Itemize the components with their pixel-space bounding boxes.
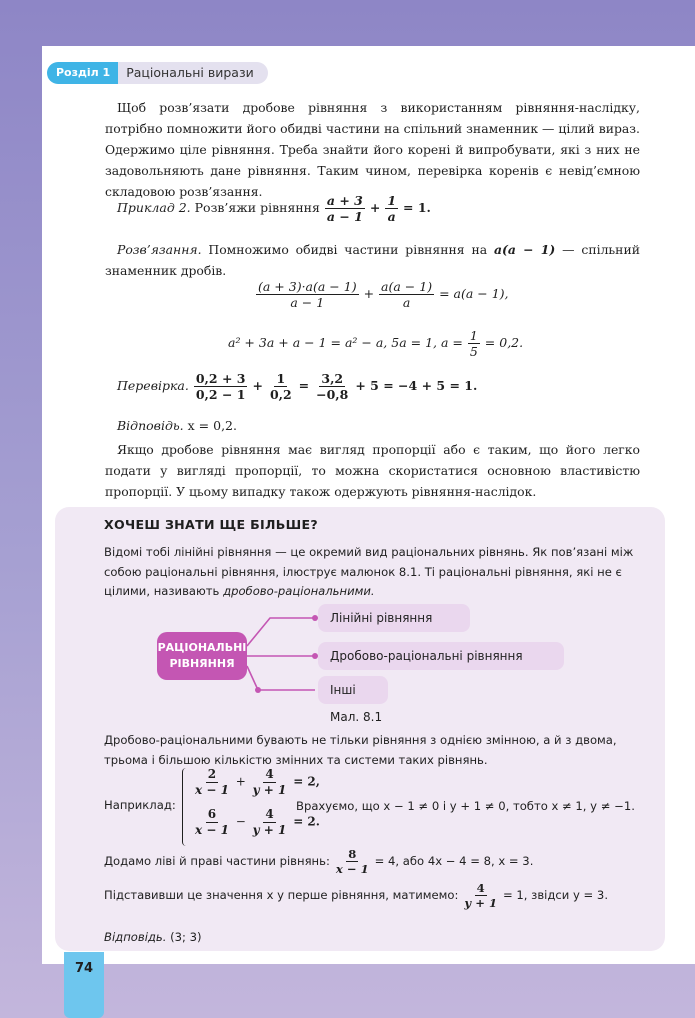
example-label: Приклад 2.	[117, 200, 191, 216]
chapter-number: Розділ 1	[47, 62, 118, 84]
example-intro: Наприклад:	[104, 798, 176, 812]
substitution-line: Підставивши це значення x у перше рівняння, матимемо: $\frac{4}{y + 1}$ = 1, звідси y = 3.	[104, 881, 608, 911]
proportion-paragraph: Якщо дробове рівняння має вигляд пропорції або є таким, що його легко подати у вигляді пропорції, то можна скористатися основною властивістю пропорції. У цьому випадку також одержують рівняння-наслідок.	[105, 442, 640, 499]
example-task: Розв’яжи рівняння	[194, 200, 320, 216]
system-brace	[182, 768, 191, 846]
diagram-node-fractional: Дробово-раціональні рівняння	[318, 642, 564, 670]
figure-caption: Мал. 8.1	[330, 710, 383, 724]
solution-line-2: a² + 3a + a − 1 = a² − a, 5a = 1, a = $\frac{1}{5}$ = 0,2.	[228, 328, 524, 360]
diagram-node-other: Інші	[318, 676, 388, 704]
box-paragraph-1: Відомі тобі лінійні рівняння — це окремий вид раціональних рівнянь. Як пов’язані між собою раціональні рівняння, ілюструє малюнок 8.1. Ті раціональні рівняння, які не є цілими, називають дробово-раціональними.	[104, 545, 634, 598]
box-title: ХОЧЕШ ЗНАТИ ЩЕ БІЛЬШЕ?	[104, 517, 318, 532]
box-answer: Відповідь. (3; 3)	[104, 930, 202, 944]
system-condition: Врахуємо, що x − 1 ≠ 0 і y + 1 ≠ 0, тобто x ≠ 1, y ≠ −1.	[296, 799, 635, 813]
box-paragraph-2: Дробово-раціональними бувають не тільки рівняння з однією змінною, а й з двома, трьома і більшою кількістю змінних та системи таких рівнянь.	[104, 733, 617, 767]
chapter-title: Раціональні вирази	[118, 62, 268, 84]
example-fraction-1: $\frac{a + 3}{a - 1}$	[326, 193, 363, 225]
page-number: 74	[74, 961, 94, 976]
diagram-center-node: РАЦІОНАЛЬНІ РІВНЯННЯ	[157, 632, 247, 680]
intro-paragraph: Щоб розв’язати дробове рівняння з використанням рівняння-наслідку, потрібно помножити його обидві частини на спільний знаменник — цілий вираз. Одержимо ціле рівняння. Треба знайти його корені й випробувати, які з них не задовольняють дане рівняння. Таким чином, перевірка коренів є невід’ємною складовою розв’язання.	[105, 100, 640, 199]
check-label: Перевірка.	[117, 378, 189, 394]
answer-line: Відповідь. x = 0,2.	[117, 418, 237, 433]
example-fraction-2: $\frac{1}{a}$	[387, 193, 397, 225]
add-equations-line: Додамо ліві й праві частини рівнянь: $\frac{8}{x - 1}$ = 4, або 4x − 4 = 8, x = 3.	[104, 847, 534, 877]
system-equation-1: $\frac{2}{x - 1}$ + $\frac{4}{y + 1}$ = 2,	[195, 767, 320, 797]
answer-label: Відповідь.	[117, 418, 184, 433]
check-line: Перевірка. $\frac{0,2 + 3}{0,2 - 1}$ + $\frac{1}{0,2}$ = $\frac{3,2}{-0,8}$ + 5 = −4 + 5 = 1.	[117, 371, 478, 403]
system-equation-2: $\frac{6}{x - 1}$ − $\frac{4}{y + 1}$ = 2.	[195, 807, 320, 837]
solution-paragraph: Розв’язання. Помножимо обидві частини рівняння на a(a − 1) — спільний знаменник дробів.	[105, 242, 640, 278]
example-2: Приклад 2. Розв’яжи рівняння $\frac{a + 3}{a - 1}$ + $\frac{1}{a}$ = 1.	[117, 193, 431, 225]
diagram-node-linear: Лінійні рівняння	[318, 604, 470, 632]
solution-line-1: $\frac{(a + 3)\cdot a(a - 1)}{a - 1}$ + $\frac{a(a - 1)}{a}$ = a(a − 1),	[258, 279, 509, 311]
solution-label: Розв’язання.	[117, 242, 202, 257]
